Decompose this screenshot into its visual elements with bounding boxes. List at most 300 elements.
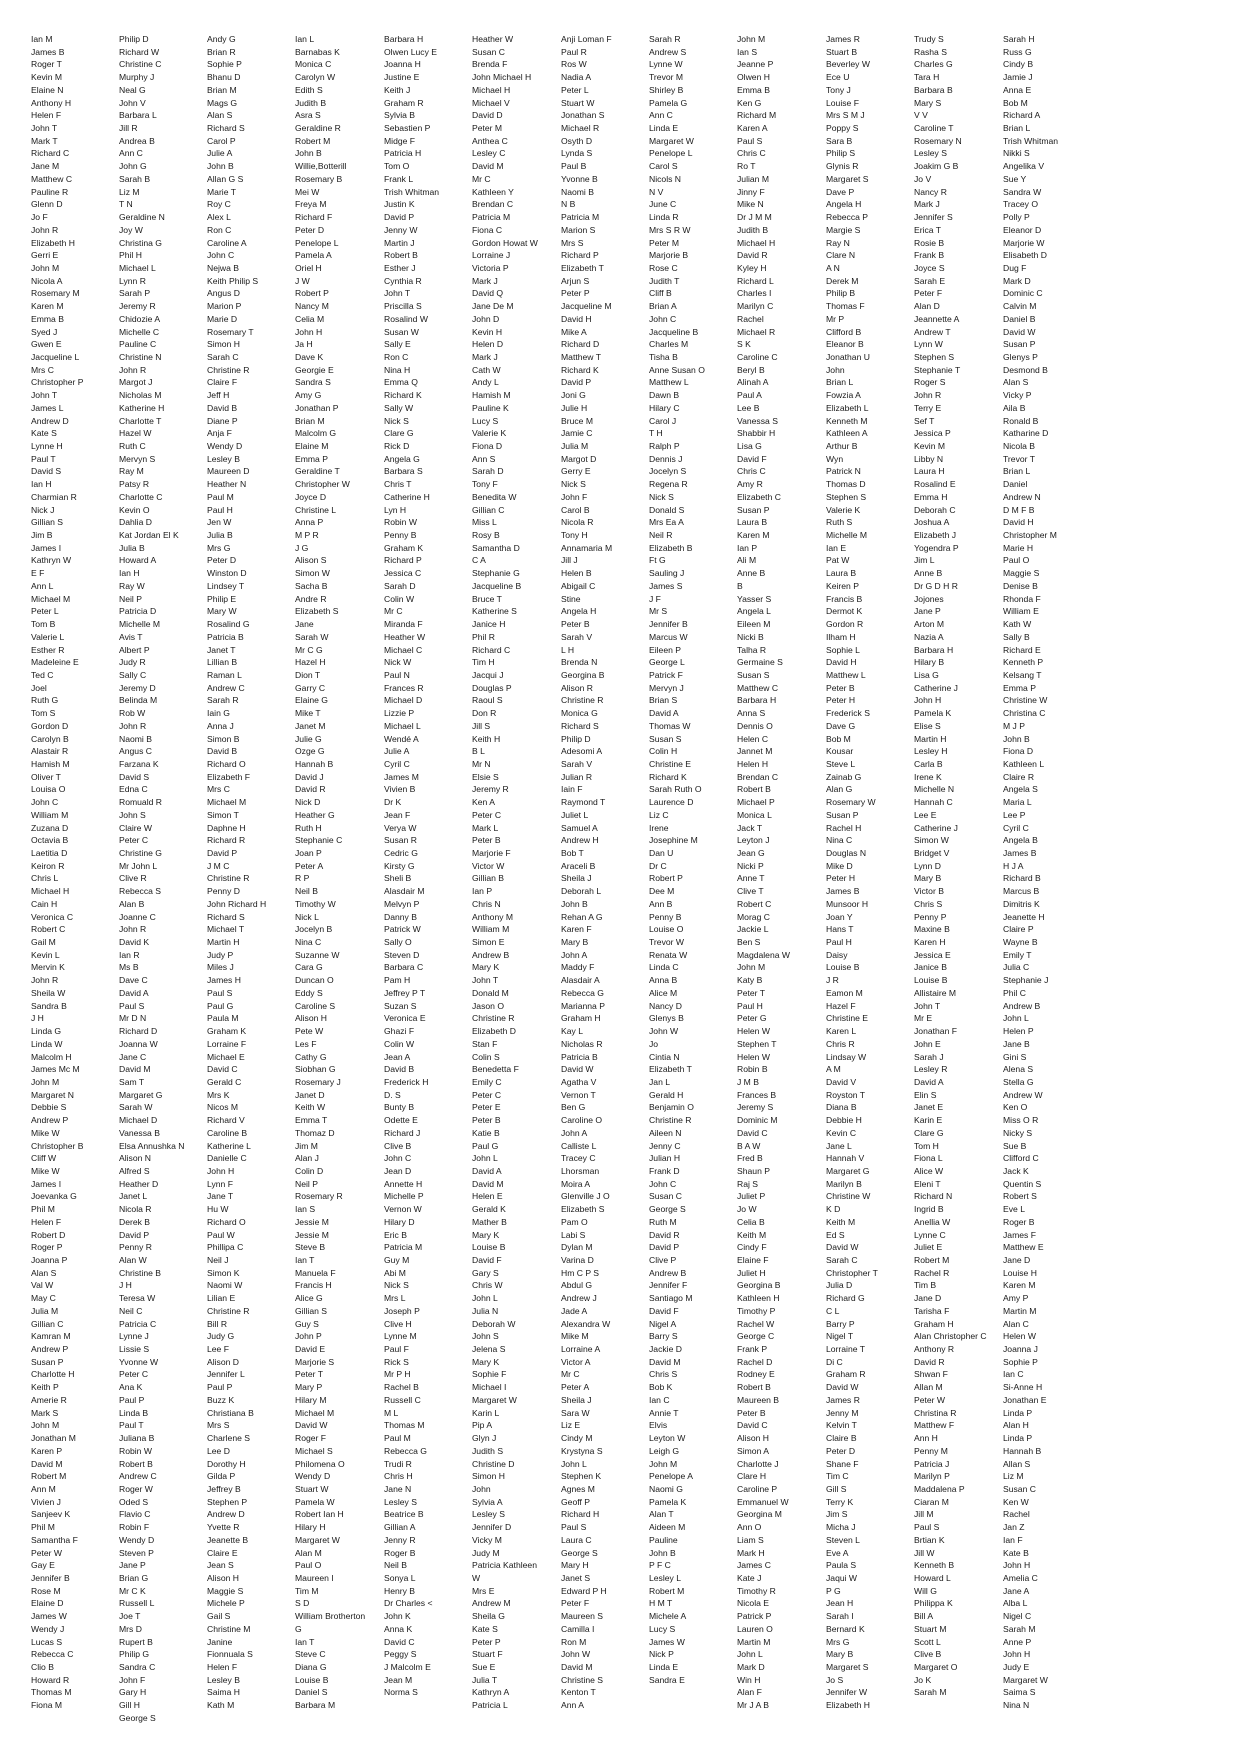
name-entry: Rachel [1003, 1509, 1030, 1520]
name-entry: Syed J [31, 326, 58, 337]
name-entry: Tisha B [649, 351, 678, 362]
name-entry: Christine B [119, 1267, 162, 1278]
name-entry: Alan S [207, 110, 233, 121]
name-entry: Gordon Howat W [472, 237, 538, 248]
name-entry: Janet S [561, 1572, 591, 1583]
name-entry: David P [207, 848, 238, 858]
name-entry: Kathleen Y [472, 186, 514, 197]
name-entry: David S [31, 466, 62, 477]
name-entry: Cintia N [649, 1051, 680, 1062]
name-entry: Angus C [119, 746, 152, 757]
name-entry: Donald S [649, 504, 685, 515]
name-entry: Claire E [207, 1547, 238, 1558]
name-entry: Mr C [384, 606, 403, 617]
name-entry: Alison H [737, 1433, 769, 1444]
name-entry: Jane M [31, 161, 60, 172]
name-entry: Cliff W [31, 1153, 57, 1164]
name-entry: Amy R [737, 479, 763, 490]
name-entry: Paul H [207, 504, 233, 515]
name-entry: Nick J [31, 504, 55, 515]
name-entry: Bhanu D [207, 72, 241, 83]
name-entry: Maureen I [295, 1572, 334, 1583]
name-entry: Cindy F [737, 1242, 767, 1253]
name-entry: Lauren O [737, 1623, 773, 1634]
name-entry: Michael L [384, 720, 421, 731]
name-entry: Geraldine R [295, 123, 341, 134]
name-entry: Richard S [561, 720, 599, 731]
name-entry: John C [649, 1178, 677, 1189]
name-entry: Pam O [561, 1216, 588, 1227]
name-entry: Carolyn W [295, 72, 336, 83]
name-entry: J R [826, 975, 839, 986]
name-entry: Madeleine E [31, 657, 79, 668]
name-entry: Charles I [737, 288, 772, 299]
name-entry: Simon K [207, 1267, 240, 1278]
name-entry: Elizabeth C [737, 491, 781, 502]
name-entry: John L [472, 1153, 498, 1164]
name-entry: John T [31, 123, 58, 134]
name-entry: Yvette R [207, 1522, 240, 1533]
name-entry: Anthony R [914, 1344, 955, 1355]
name-entry: Jessica C [384, 568, 422, 579]
name-entry: Flavio C [119, 1509, 151, 1520]
name-entry: David W [1003, 326, 1036, 337]
name-entry: Judy E [1003, 1662, 1030, 1672]
name-entry: Stephen P [207, 1496, 248, 1507]
name-entry: Jen W [207, 517, 232, 528]
name-entry: David D [472, 110, 503, 121]
name-entry: Mr C [561, 1369, 580, 1380]
name-entry: Peter F [914, 288, 943, 299]
name-entry: Will G [914, 1585, 937, 1596]
name-entry: Michael H [31, 886, 70, 897]
name-entry: Tara H [914, 72, 940, 83]
name-entry: Patricia D [119, 606, 157, 617]
name-entry: Andrew N [1003, 491, 1041, 502]
name-entry: Peter H [826, 695, 856, 706]
name-entry: Libby N [914, 453, 944, 464]
name-entry: Graham R [826, 1369, 866, 1380]
name-entry: John L [561, 1458, 587, 1469]
name-entry: Teresa W [119, 1293, 156, 1304]
name-entry: Anna K [384, 1623, 413, 1634]
name-entry: Lynda S [561, 148, 593, 159]
name-entry: Georgina M [737, 1509, 782, 1520]
name-entry: Dennis O [737, 720, 773, 731]
name-entry: Naomi B [119, 733, 152, 744]
name-entry: Shirley B [649, 84, 684, 95]
name-entry: Alba L [1003, 1598, 1028, 1609]
name-entry: Jackie L [737, 924, 769, 935]
name-entry: John G [119, 161, 147, 172]
name-entry: Rebecca G [561, 987, 604, 998]
name-entry: Linda E [649, 123, 679, 134]
name-entry: Karen M [737, 530, 770, 541]
name-entry: Gillian S [295, 1305, 327, 1316]
name-entry: Juliet H [737, 1267, 766, 1278]
name-entry: Mary K [472, 1229, 500, 1240]
name-entry: Peter L [31, 606, 59, 617]
name-entry: David H [826, 657, 857, 668]
name-entry: Fiona D [472, 441, 503, 451]
name-entry: Mr E [914, 1013, 933, 1024]
name-entry: Aileen N [649, 1127, 682, 1138]
name-entry: Louisa O [31, 784, 66, 795]
name-entry: David P [384, 212, 415, 223]
name-entry: Linda E [649, 1662, 679, 1672]
name-entry: Christine N [119, 351, 162, 362]
name-entry: Ken W [1003, 1496, 1029, 1507]
name-entry: Regena R [649, 479, 688, 490]
name-entry: Martin J [384, 237, 415, 248]
name-entry: Patricia Kathleen [472, 1560, 537, 1571]
name-entry: C A [472, 555, 486, 566]
name-entry: Mrs K [207, 1089, 230, 1100]
name-entry: Dermot K [826, 606, 863, 617]
name-entry: Simon H [207, 339, 240, 350]
name-entry: Roy C [207, 199, 231, 210]
name-entry: Paul S [207, 987, 233, 998]
name-entry: Lynne H [31, 441, 63, 451]
name-entry: Sarah R [649, 34, 681, 44]
name-entry: Angela H [826, 199, 862, 210]
name-entry: Joanna H [384, 59, 421, 70]
name-entry: Katherine H [119, 402, 165, 413]
name-entry: Helen D [472, 339, 504, 350]
name-entry: Abigail C [561, 580, 596, 591]
name-entry: Richard K [561, 364, 599, 375]
name-entry: John B [1003, 733, 1030, 744]
name-entry: Alan C [1003, 1318, 1029, 1329]
name-entry: Sophie F [472, 1369, 507, 1380]
name-entry: Jessica P [914, 428, 951, 439]
name-entry: Sheila J [561, 1394, 592, 1405]
name-entry: Ken G [737, 97, 762, 108]
name-entry: Mary H [561, 1560, 589, 1571]
name-entry: Margaret N [31, 1089, 74, 1100]
name-entry: Renata W [649, 949, 688, 960]
name-entry: Phillipa C [207, 1242, 244, 1253]
name-entry: Wendy J [31, 1623, 65, 1634]
name-entry: Cynthia R [384, 275, 422, 286]
name-entry: James Mc M [31, 1064, 80, 1075]
name-entry: John P [295, 1331, 322, 1342]
name-entry: Stephanie J [1003, 975, 1049, 986]
name-entry: Frank D [649, 1165, 680, 1176]
name-entry: Marianna P [561, 1000, 605, 1011]
name-entry: Keith M [826, 1216, 856, 1227]
name-entry: Andrea B [119, 135, 155, 146]
name-entry: Andrew C [207, 682, 245, 693]
name-entry: Mr J A B [737, 1700, 769, 1711]
name-entry: Sarah H [1003, 34, 1035, 44]
name-entry: Joevanka G [31, 1191, 77, 1202]
name-entry: Neil B [384, 1560, 407, 1571]
name-entry: Hm C P S [561, 1267, 600, 1278]
name-entry: Christiana B [207, 1407, 254, 1418]
name-entry: Juliet P [737, 1191, 766, 1202]
name-entry: Philip D [561, 733, 591, 744]
name-entry: Dr K [384, 797, 402, 808]
name-entry: Jeanne P [737, 59, 774, 70]
name-entry: Phil M [31, 1204, 55, 1215]
name-entry: Laura B [826, 568, 857, 579]
name-entry: Graham K [207, 1026, 247, 1037]
name-entry: Valerie K [472, 428, 507, 439]
name-entry: Katharine D [1003, 428, 1049, 439]
name-entry: Charles M [649, 339, 689, 350]
name-entry: Labi S [561, 1229, 586, 1240]
name-entry: Garry C [295, 682, 326, 693]
name-entry: Lesley L [649, 1572, 682, 1583]
name-entry: Andrew J [561, 1293, 597, 1304]
name-entry: John R [914, 390, 942, 401]
name-entry: Christine R [472, 1013, 515, 1024]
name-entry: Ruth H [295, 822, 322, 833]
name-entry: Tony J [826, 84, 851, 95]
name-entry: Angela L [737, 606, 771, 617]
name-entry: Henry B [384, 1585, 416, 1596]
name-entry: Georgie E [295, 364, 334, 375]
name-entry: Saima H [207, 1687, 240, 1698]
name-entry: Iain G [207, 708, 230, 719]
name-entry: J W [295, 275, 310, 286]
name-entry: Nicola E [737, 1598, 769, 1609]
name-entry: Lorraine J [472, 250, 511, 261]
name-entry: Chris S [914, 898, 943, 909]
name-entry: Laura B [737, 517, 768, 528]
name-entry: Barbara H [384, 34, 424, 44]
name-entry: Aila B [1003, 402, 1026, 413]
name-entry: Paul P [119, 1394, 145, 1405]
name-entry: Jocelyn B [295, 924, 333, 935]
name-entry: Ray M [119, 466, 144, 477]
name-entry: James B [1003, 848, 1037, 858]
name-entry: Diana B [826, 1102, 857, 1113]
name-entry: William M [31, 809, 69, 820]
name-entry: Carol J [649, 415, 677, 426]
name-entry: Fiona D [1003, 746, 1034, 757]
name-entry: Agnes M [561, 1483, 595, 1494]
name-entry: Jacqueline B [472, 580, 522, 591]
name-entry: Charmian R [31, 491, 77, 502]
name-entry: Helen B [561, 568, 592, 579]
name-entry: Peter B [472, 835, 501, 846]
name-entry: Marjorie S [295, 1356, 335, 1367]
name-entry: Ben S [737, 937, 761, 948]
name-entry: Patricia J [914, 1458, 950, 1469]
name-entry: Richard C [472, 644, 511, 655]
name-entry: Richard G [826, 1293, 865, 1304]
name-entry: Clare N [826, 250, 856, 261]
name-entry: Robert P [649, 873, 683, 884]
name-entry: Jean A [384, 1051, 411, 1062]
name-entry: Paul R [561, 46, 587, 57]
name-entry: B A W [737, 1140, 761, 1151]
name-entry: Jill S [472, 720, 491, 731]
name-entry: Elaine M [295, 441, 329, 451]
name-entry: Jo S [826, 1674, 844, 1685]
name-entry: Glenn D [31, 199, 63, 210]
name-entry: Julie H [561, 402, 588, 413]
name-entry: Kat Jordan El K [119, 530, 179, 541]
name-entry: Patrick N [826, 466, 861, 477]
name-entry: Dahlia D [119, 517, 152, 528]
name-entry: Rehan A G [561, 911, 603, 922]
name-entry: Kath M [207, 1700, 235, 1711]
name-entry: Duncan O [295, 975, 334, 986]
name-column-8 [649, 33, 748, 1686]
name-entry: Juliet L [561, 809, 589, 820]
name-entry: Marion S [561, 224, 596, 235]
name-entry: Mrs E [472, 1585, 495, 1596]
name-entry: Jennifer L [207, 1369, 245, 1380]
name-entry: Joan Y [826, 911, 853, 922]
name-entry: Margaret S [826, 1662, 869, 1672]
name-entry: Mary W [207, 606, 237, 617]
name-entry: Jessie M [295, 1229, 329, 1240]
name-entry: Monica G [561, 708, 598, 719]
name-entry: Brian M [295, 415, 325, 426]
name-entry: Peter P [561, 288, 590, 299]
name-entry: Zainab G [826, 771, 862, 782]
name-entry: Leyton W [649, 1433, 686, 1444]
name-entry: Mrs S R W [649, 224, 691, 235]
name-entry: Chris N [472, 898, 501, 909]
name-entry: Vivien J [31, 1496, 61, 1507]
name-entry: Richard H [561, 1509, 600, 1520]
name-entry: Sarah C [207, 351, 239, 362]
name-entry: Philip S [826, 148, 856, 159]
name-entry: Phil R [472, 631, 495, 642]
name-entry: Rosemary R [295, 1191, 343, 1202]
name-entry: Bunty B [384, 1102, 415, 1113]
name-entry: Robert M [649, 1585, 685, 1596]
name-entry: Margaret G [826, 1165, 870, 1176]
name-entry: Sacha B [295, 580, 328, 591]
name-entry: Rodney E [737, 1369, 775, 1380]
name-entry: Robert C [737, 898, 772, 909]
name-entry: Allan M [914, 1382, 943, 1393]
name-entry: Mike N [737, 199, 764, 210]
name-entry: Hilary M [295, 1394, 327, 1405]
name-entry: Abi M [384, 1267, 406, 1278]
name-entry: Talha R [737, 644, 767, 655]
name-entry: Liz M [119, 186, 140, 197]
name-entry: Kate S [472, 1623, 498, 1634]
name-entry: Nicola R [561, 517, 594, 528]
name-entry: Colin D [295, 1165, 324, 1176]
name-column-10 [826, 33, 925, 1712]
name-column-1 [31, 33, 130, 1712]
name-entry: Richard V [207, 1115, 245, 1126]
name-entry: Ralph P [649, 441, 680, 451]
name-entry: Martin H [207, 937, 240, 948]
name-entry: Janet M [295, 720, 326, 731]
name-entry: Michelle M [119, 619, 161, 630]
name-entry: Angela G [384, 453, 420, 464]
name-entry: Nazia A [914, 631, 944, 642]
name-entry: Jinny F [737, 186, 765, 197]
name-entry: Christopher W [295, 479, 350, 490]
name-entry: Nejwa B [207, 262, 239, 273]
name-entry: Lee D [207, 1445, 230, 1456]
name-entry: Jenny M [826, 1407, 859, 1418]
name-entry: Hamish M [472, 390, 511, 401]
name-entry: Kenneth B [914, 1560, 955, 1571]
name-entry: Dr C [649, 860, 667, 871]
name-entry: Claire R [1003, 771, 1035, 782]
name-entry: Emily T [1003, 949, 1032, 960]
name-entry: Chris L [31, 873, 59, 884]
name-entry: Ali M [737, 555, 757, 566]
name-entry: Peter D [207, 555, 237, 566]
name-column-6 [472, 33, 571, 1712]
name-entry: J F [649, 593, 661, 604]
name-entry: Hannah B [1003, 1445, 1042, 1456]
name-entry: Barbara H [914, 644, 954, 655]
name-entry: Oliver T [31, 771, 61, 782]
name-entry: Gillian C [31, 1318, 64, 1329]
name-entry: Nicholas M [119, 390, 162, 401]
name-entry: Rebecca C [31, 1649, 74, 1660]
name-entry: Peter D [826, 1445, 856, 1456]
name-entry: Philip G [119, 1649, 150, 1660]
name-entry: Peter M [472, 123, 503, 134]
name-entry: Ian R [119, 949, 140, 960]
name-entry: Marion P [207, 301, 242, 312]
name-entry: Liz E [561, 1420, 581, 1431]
name-entry: Patricia B [561, 1051, 598, 1062]
name-entry: Lilian E [207, 1293, 236, 1304]
name-entry: Avis T [119, 631, 143, 642]
name-entry: Si-Anne H [1003, 1382, 1043, 1393]
name-entry: Yvonne B [561, 173, 598, 184]
name-entry: Buzz K [207, 1394, 235, 1405]
name-entry: Anna E [1003, 84, 1032, 95]
name-entry: Linda R [649, 212, 679, 223]
name-entry: Ruth M [649, 1216, 677, 1227]
name-entry: Vicky M [472, 1534, 502, 1545]
name-entry: Clare G [914, 1127, 944, 1138]
name-entry: Sophie L [826, 644, 860, 655]
name-entry: Mike W [31, 1127, 60, 1138]
name-entry: Charlotte J [737, 1458, 779, 1469]
name-entry: John H [914, 695, 942, 706]
name-entry: Esther J [384, 262, 416, 273]
name-entry: Ian T [295, 1255, 315, 1265]
name-entry: Lynne W [649, 59, 683, 70]
name-entry: Sue B [1003, 1140, 1027, 1151]
name-entry: Alan M [295, 1547, 322, 1558]
name-entry: Cain H [31, 898, 58, 909]
name-entry: Helen F [31, 110, 62, 121]
name-entry: Varina D [561, 1255, 594, 1265]
name-entry: Dimitris K [1003, 898, 1040, 909]
name-entry: Celia B [737, 1216, 765, 1227]
name-entry: Joanna P [31, 1255, 68, 1265]
name-entry: Cedric G [384, 848, 418, 858]
name-entry: Lesley C [472, 148, 506, 159]
name-entry: Linda P [1003, 1407, 1033, 1418]
name-entry: Aideen M [649, 1522, 686, 1533]
name-entry: Daisy [826, 949, 848, 960]
name-entry: Christopher M [1003, 530, 1057, 541]
name-entry: Mr C G [295, 644, 323, 655]
name-entry: Thomaz D [295, 1127, 335, 1138]
name-entry: Trish Whitman [384, 186, 440, 197]
name-entry: Elizabeth H [826, 1700, 870, 1711]
